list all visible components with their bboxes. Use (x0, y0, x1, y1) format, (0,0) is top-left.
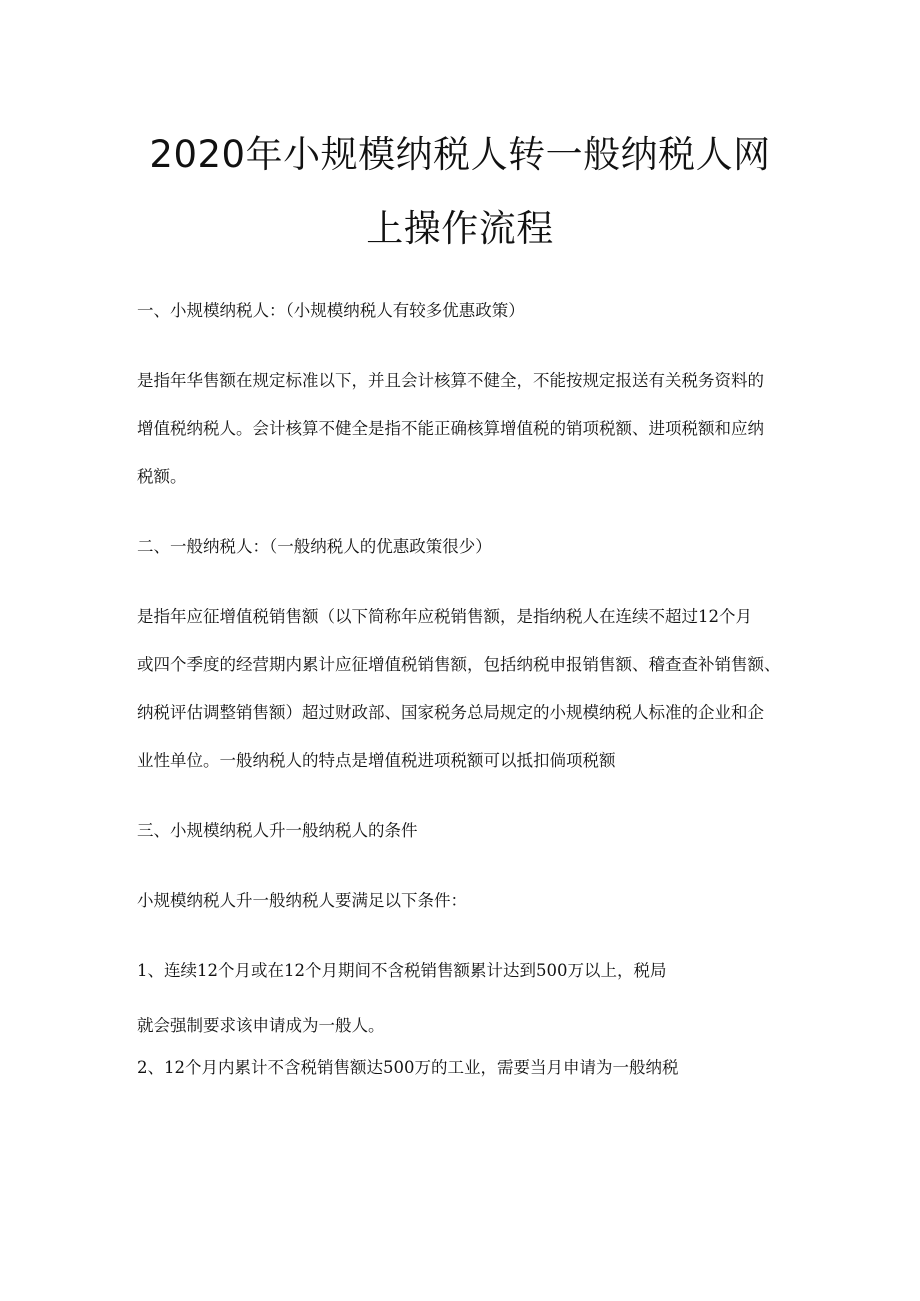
section-1-heading: 一、小规模纳税人：（小规模纳税人有较多优惠政策） (137, 301, 525, 320)
condition-item-1-line-1: 1、连续12个月或在12个月期间不含税销售额累计达到500万以上，税局 (137, 961, 667, 980)
section-2-paragraph-line-3: 纳税评估调整销售额）超过财政部、国家税务总局规定的小规模纳税人标准的企业和企 (137, 703, 764, 722)
document-title-line-2: 上操作流程 (366, 207, 554, 250)
section-1-paragraph-line-1: 是指年华售额在规定标准以下，并且会计核算不健全，不能按规定报送有关税务资料的 (137, 371, 764, 390)
condition-item-2-line-1: 2、12个月内累计不含税销售额达500万的工业，需要当月申请为一般纳税 (137, 1058, 679, 1077)
section-2-paragraph-line-2: 或四个季度的经营期内累计应征增值税销售额，包括纳税申报销售额、稽查查补销售额、 (137, 655, 781, 674)
condition-item-1-line-2: 就会强制要求该申请成为一般人。 (137, 1016, 385, 1035)
section-3-heading: 三、小规模纳税人升一般纳税人的条件 (137, 821, 418, 840)
document-title-line-1: 2020年小规模纳税人转一般纳税人网 (149, 133, 771, 176)
section-2-paragraph-line-4: 业性单位。一般纳税人的特点是增值税进项税额可以抵扣倘项税额 (137, 751, 616, 770)
section-2-paragraph-line-1: 是指年应征增值税销售额（以下简称年应税销售额，是指纳税人在连续不超过12个月 (137, 607, 752, 626)
section-3-intro: 小规模纳税人升一般纳税人要满足以下条件： (137, 891, 467, 910)
section-1-paragraph-line-2: 增值税纳税人。会计核算不健全是指不能正确核算增值税的销项税额、进项税额和应纳 (137, 419, 764, 438)
section-1-paragraph-line-3: 税额。 (137, 467, 187, 486)
section-2-heading: 二、一般纳税人：（一般纳税人的优惠政策很少） (137, 537, 492, 556)
